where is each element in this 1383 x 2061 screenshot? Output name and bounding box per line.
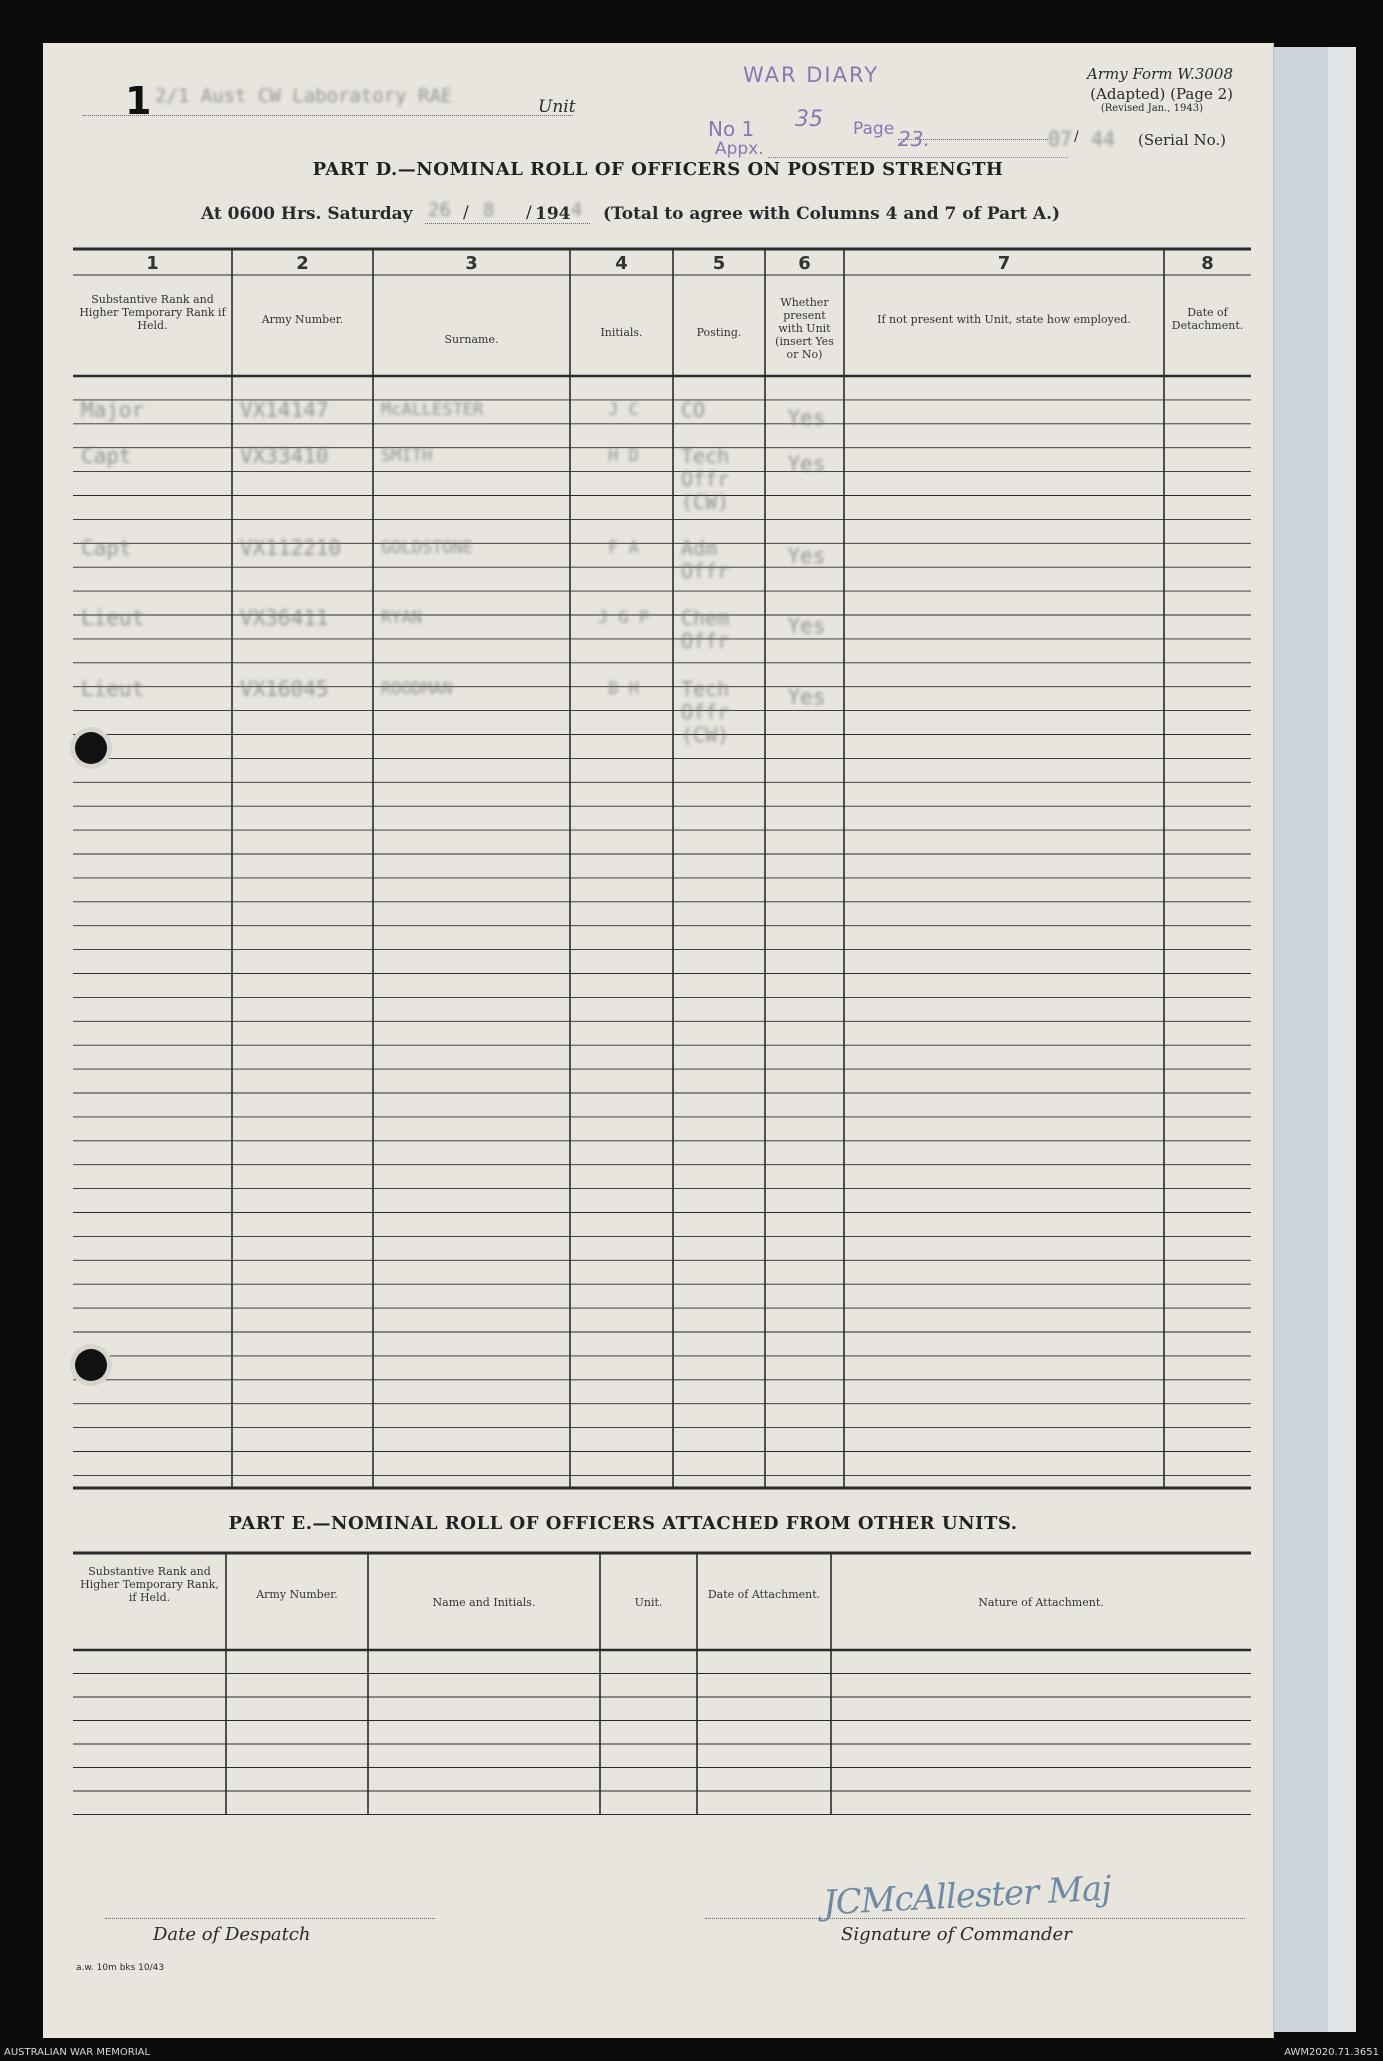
date-year-suffix: 4 <box>571 199 583 221</box>
part-d-cell-initials: F A <box>608 538 639 558</box>
part-e-col-label: Name and Initials. <box>432 1596 536 1609</box>
part-d-cell-surname: SMITH <box>381 446 433 466</box>
no-label: No 1 <box>708 117 755 141</box>
part-d-cell-posting: CO <box>681 398 706 422</box>
part-d-col-label: Surname. <box>444 333 499 346</box>
footer-right: AWM2020.71.3651 <box>1284 2047 1379 2058</box>
part-d-cell-army-no: VX16045 <box>240 677 329 701</box>
part-d-col-label: Army Number. <box>261 313 344 326</box>
part-d-grid <box>43 43 1273 2038</box>
appx-label: Appx. <box>715 139 764 159</box>
part-d-cell-posting: Tech Offr (CW) <box>681 444 730 514</box>
part-d-col-number: 5 <box>712 253 726 274</box>
date-year-prefix: 194 <box>535 204 571 224</box>
part-d-cell-surname: McALLESTER <box>381 400 484 420</box>
part-d-cell-initials: B H <box>608 679 639 699</box>
print-code: a.w. 10m bks 10/43 <box>76 1963 165 1973</box>
date-sep-1: / <box>463 203 469 223</box>
part-d-cell-army-no: VX112210 <box>240 536 342 560</box>
part-d-col-label: Date of Detachment. <box>1171 306 1244 332</box>
serial-prefix: 07 <box>1048 127 1073 151</box>
part-e-col-label: Nature of Attachment. <box>978 1596 1104 1609</box>
signature-of-commander-label: Signature of Commander <box>841 1924 1072 1945</box>
part-d-cell-posting: Tech Offr (CW) <box>681 677 730 747</box>
at-time-label: At 0600 Hrs. Saturday <box>201 204 413 224</box>
part-d-col-number: 3 <box>465 253 478 274</box>
serial-year: 44 <box>1091 127 1116 151</box>
form-adapted: (Adapted) (Page 2) <box>1090 85 1233 103</box>
part-d-cell-rank: Capt <box>81 536 132 560</box>
page-number-handwritten: 1 <box>125 79 152 123</box>
part-e-col-label: Date of Attachment. <box>707 1588 821 1601</box>
part-d-cell-rank: Lieut <box>81 677 145 701</box>
form-revised: (Revised Jan., 1943) <box>1100 103 1203 114</box>
part-d-cell-army-no: VX33410 <box>240 444 329 468</box>
part-d-cell-posting: Adm Offr <box>681 536 730 583</box>
part-d-cell-initials: J G P <box>597 608 650 628</box>
part-d-cell-army-no: VX36411 <box>240 606 329 630</box>
part-d-col-label: Whether present with Unit (insert Yes or No) <box>775 296 834 361</box>
part-d-cell-present: Yes <box>787 614 826 638</box>
date-month: 8 <box>483 199 495 221</box>
despatch-line <box>105 1918 435 1919</box>
part-d-cell-army-no: VX14147 <box>240 398 329 422</box>
part-d-col-number: 2 <box>296 253 309 274</box>
punch-hole-top <box>75 732 107 764</box>
war-diary-stamp: WAR DIARY <box>743 63 880 87</box>
footer-left: AUSTRALIAN WAR MEMORIAL <box>4 2047 151 2058</box>
signature-line <box>705 1918 1245 1919</box>
part-d-col-number: 4 <box>615 253 628 274</box>
part-d-cell-initials: H D <box>608 446 639 466</box>
part-d-cell-posting: Chem Offr <box>681 606 730 653</box>
punch-hole-bottom <box>75 1349 107 1381</box>
part-d-cell-surname: ROODMAN <box>381 679 453 699</box>
form-name: Army Form W.3008 <box>1087 65 1233 83</box>
unit-typed: 2/1 Aust CW Laboratory RAE <box>155 85 453 107</box>
appx-value: 23. <box>898 127 930 151</box>
date-of-despatch-label: Date of Despatch <box>153 1924 311 1945</box>
part-e-col-label: Substantive Rank and Higher Temporary Rank, if Held. <box>80 1565 219 1604</box>
part-d-col-label: If not present with Unit, state how employed. <box>877 313 1131 326</box>
part-d-col-label: Posting. <box>696 326 742 339</box>
part-e-title: PART E.—NOMINAL ROLL OF OFFICERS ATTACHED FROM OTHER UNITS. <box>228 1513 1018 1534</box>
part-d-cell-present: Yes <box>787 685 826 709</box>
form-sheet <box>43 43 1274 2038</box>
part-d-title: PART D.—NOMINAL ROLL OF OFFICERS ON POSTED STRENGTH <box>312 159 1004 180</box>
part-e-col-label: Unit. <box>634 1596 663 1609</box>
date-day: 26 <box>428 199 451 221</box>
part-d-col-number: 1 <box>146 253 159 274</box>
serial-slash: / <box>1074 129 1079 145</box>
part-d-cell-initials: J C <box>608 400 639 420</box>
no-value: 35 <box>795 107 823 132</box>
page-label: Page <box>853 119 895 139</box>
unit-label: Unit <box>538 97 576 117</box>
date-sep-2: / <box>526 203 532 223</box>
part-d-cell-surname: RYAN <box>381 608 422 628</box>
part-d-cell-present: Yes <box>787 544 826 568</box>
serial-label: (Serial No.) <box>1138 131 1226 149</box>
backing-strip-light <box>1328 47 1356 2032</box>
part-d-col-label: Initials. <box>600 326 643 339</box>
part-d-col-number: 8 <box>1201 253 1214 274</box>
part-d-col-number: 7 <box>997 253 1011 274</box>
part-e-col-label: Army Number. <box>256 1588 338 1601</box>
part-d-cell-rank: Major <box>81 398 145 422</box>
part-d-cell-present: Yes <box>787 406 826 430</box>
part-d-cell-surname: GOLDSTONE <box>381 538 474 558</box>
part-d-col-label: Substantive Rank and Higher Temporary Rank if Held. <box>79 293 226 332</box>
commander-signature: JCMcAllester Maj <box>822 1868 1112 1924</box>
total-note: (Total to agree with Columns 4 and 7 of Part A.) <box>603 204 1061 224</box>
part-d-col-number: 6 <box>798 253 811 274</box>
part-d-cell-present: Yes <box>787 452 826 476</box>
part-d-cell-rank: Capt <box>81 444 132 468</box>
part-d-cell-rank: Lieut <box>81 606 145 630</box>
